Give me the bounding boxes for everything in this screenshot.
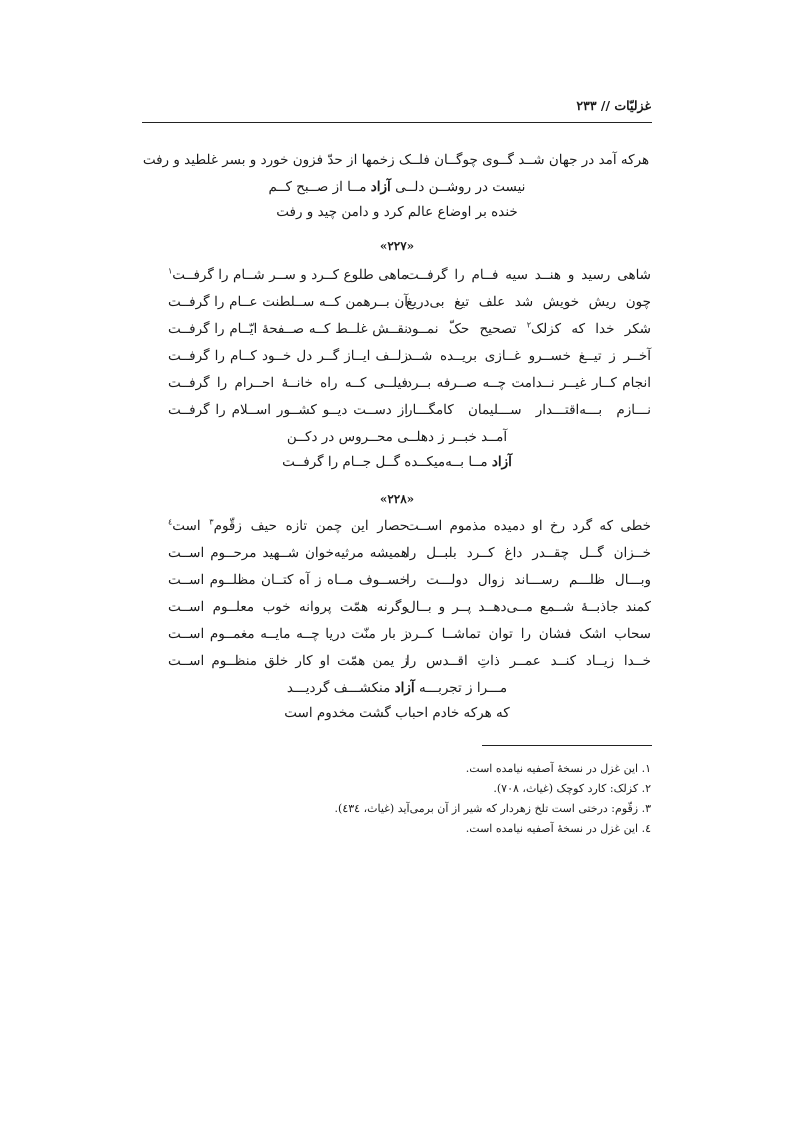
p228-verse-3-left: خســوف مــاه ز آه کتــان مظلــوم اســت — [168, 572, 408, 588]
footnote-marker: ۱ — [168, 266, 173, 276]
p227-verse-3-right — [406, 319, 651, 339]
p227-verse-6-left: از دســت دیــو کشــور اســلام را گرفــت — [168, 402, 408, 418]
p227-verse-1-right: شاهی رسید و هنــد سیه فــام را گرفــت — [406, 267, 651, 283]
p228-verse-6-left: ز یمن همّت او کار خلق منظــوم اســت — [168, 653, 408, 669]
intro-line-2-end: مــا از صــبح کــم — [268, 179, 371, 195]
footnote-rule — [482, 745, 652, 746]
poem-number-227: «۲۲۷» — [379, 239, 415, 253]
intro-line-1: هرکه آمد در جهان شــد گــوی چوگــان فلــک زخمها از حدّ فزون خورد و بسر غلطید و رفت — [142, 152, 650, 168]
p228-verse-1-left-end: است — [172, 518, 210, 534]
intro-line-2 — [142, 177, 652, 197]
p228-verse-6-right: خــدا زیــاد کنــد عمــر ذاتِ اقــدس را — [406, 653, 651, 669]
p228-verse-2-right: خــزان گــل چقــدر داغ کــرد بلبــل را — [406, 545, 651, 561]
footnote-2: ۲. کزلک: کارد کوچک (غیاث، ۷۰۸). — [493, 782, 651, 795]
poem-number-228: «۲۲۸» — [379, 492, 415, 506]
intro-line-3: خنده بر اوضاع عالم کرد و دامن چید و رفت — [276, 204, 518, 220]
p227-verse-4-left: زلــف ایــاز گــر دل خــود کــام را گرفــت — [168, 348, 408, 364]
footnote-marker: ۳ — [209, 517, 214, 527]
p228-verse-4-right: کمند جاذبــهٔ شــمع مــی‌دهــد پــر و بــال — [406, 599, 651, 615]
p227-verse-2-left: آن بــرهمن کــه ســلطنت عــام را گرفــت — [168, 294, 408, 310]
p227-verse-3-left: نقــش غلــط کــه صــفحهٔ ایّــام را گرفــت — [168, 321, 408, 337]
poet-name: آزاد — [370, 179, 391, 195]
p227-verse-3-right-end: تصحیح حکّ نمــود — [406, 321, 527, 337]
p227-closing-1: آمــد خبــر ز دهلــی محــروس در دکــن — [286, 429, 508, 445]
p228-closing-2: که هرکه خادم احباب گشت مخدوم است — [284, 705, 510, 721]
footnote-3: ۳. زقّوم: درختی است تلخ زهردار که شیر از آن برمی‌آید (غیاث، ٤٣٤). — [334, 802, 651, 815]
poet-name: آزاد — [394, 680, 415, 696]
header-rule — [142, 122, 652, 123]
p228-verse-3-right: وبـــال ظلـــم رســـاند زوال دولـــت را — [406, 572, 651, 588]
p227-verse-3-right-start: شکر خدا که کزلک — [531, 321, 651, 337]
p228-verse-5-right: سحاب اشک فشان را توان تماشــا کــرد — [406, 626, 651, 642]
footnote-4: ٤. این غزل در نسخهٔ آصفیه نیامده است. — [465, 822, 651, 835]
p227-closing-2 — [142, 452, 652, 472]
p228-verse-1-left — [168, 516, 408, 536]
p227-verse-1-left — [168, 265, 408, 285]
p227-closing-2-text: مــا بــه‌میکــده گــل جــام را گرفــت — [282, 454, 492, 470]
p228-closing-1-start: مـــرا ز تجربـــه — [414, 680, 508, 696]
p228-verse-4-left: وگرنه همّت پروانه خوب معلــوم اســت — [168, 599, 408, 615]
p227-verse-2-right: چون ریش خویش شد علف تیغ بی‌دریغ — [406, 294, 651, 310]
footnote-marker: ۲ — [526, 320, 531, 330]
p227-verse-4-right: آخــر ز تیــغ خســرو غــازی بریــده شــد — [406, 348, 651, 364]
footnote-1: ۱. این غزل در نسخهٔ آصفیه نیامده است. — [465, 762, 651, 775]
p227-verse-1-left-text: ماهی طلوع کــرد و ســر شــام را گرفــت — [172, 267, 408, 283]
p228-verse-1-right: خطی که گرد رخ او دمیده مذموم اســت — [406, 518, 651, 534]
poet-name: آزاد — [491, 454, 512, 470]
intro-line-2-start: نیست در روشــن دلــی — [390, 179, 526, 195]
running-title: غزلیّات // ۲۳۳ — [576, 98, 651, 113]
footnote-marker: ٤ — [168, 517, 173, 527]
p228-verse-1-left-start: حصار این چمن تازه حیف زقّوم — [213, 518, 408, 534]
p227-verse-5-left: فیلــی کــه راه خانــهٔ احــرام را گرفــت — [168, 375, 408, 391]
p227-verse-5-right: انجام کــار غیــر نــدامت چــه صــرفه بــرد — [406, 375, 651, 391]
p228-closing-1 — [142, 678, 652, 698]
p228-verse-5-left: ز بار منّت دریا چــه مایــه مغمــوم اســت — [168, 626, 408, 642]
p228-verse-2-left: همیشه مرثیه‌خوان شــهید مرحــوم اســت — [168, 545, 408, 561]
p228-closing-1-end: منکشـــف گردیـــد — [286, 680, 395, 696]
p227-verse-6-right: نـــازم بـــه‌اقتـــدار ســـلیمان کامگـــار — [406, 402, 651, 418]
